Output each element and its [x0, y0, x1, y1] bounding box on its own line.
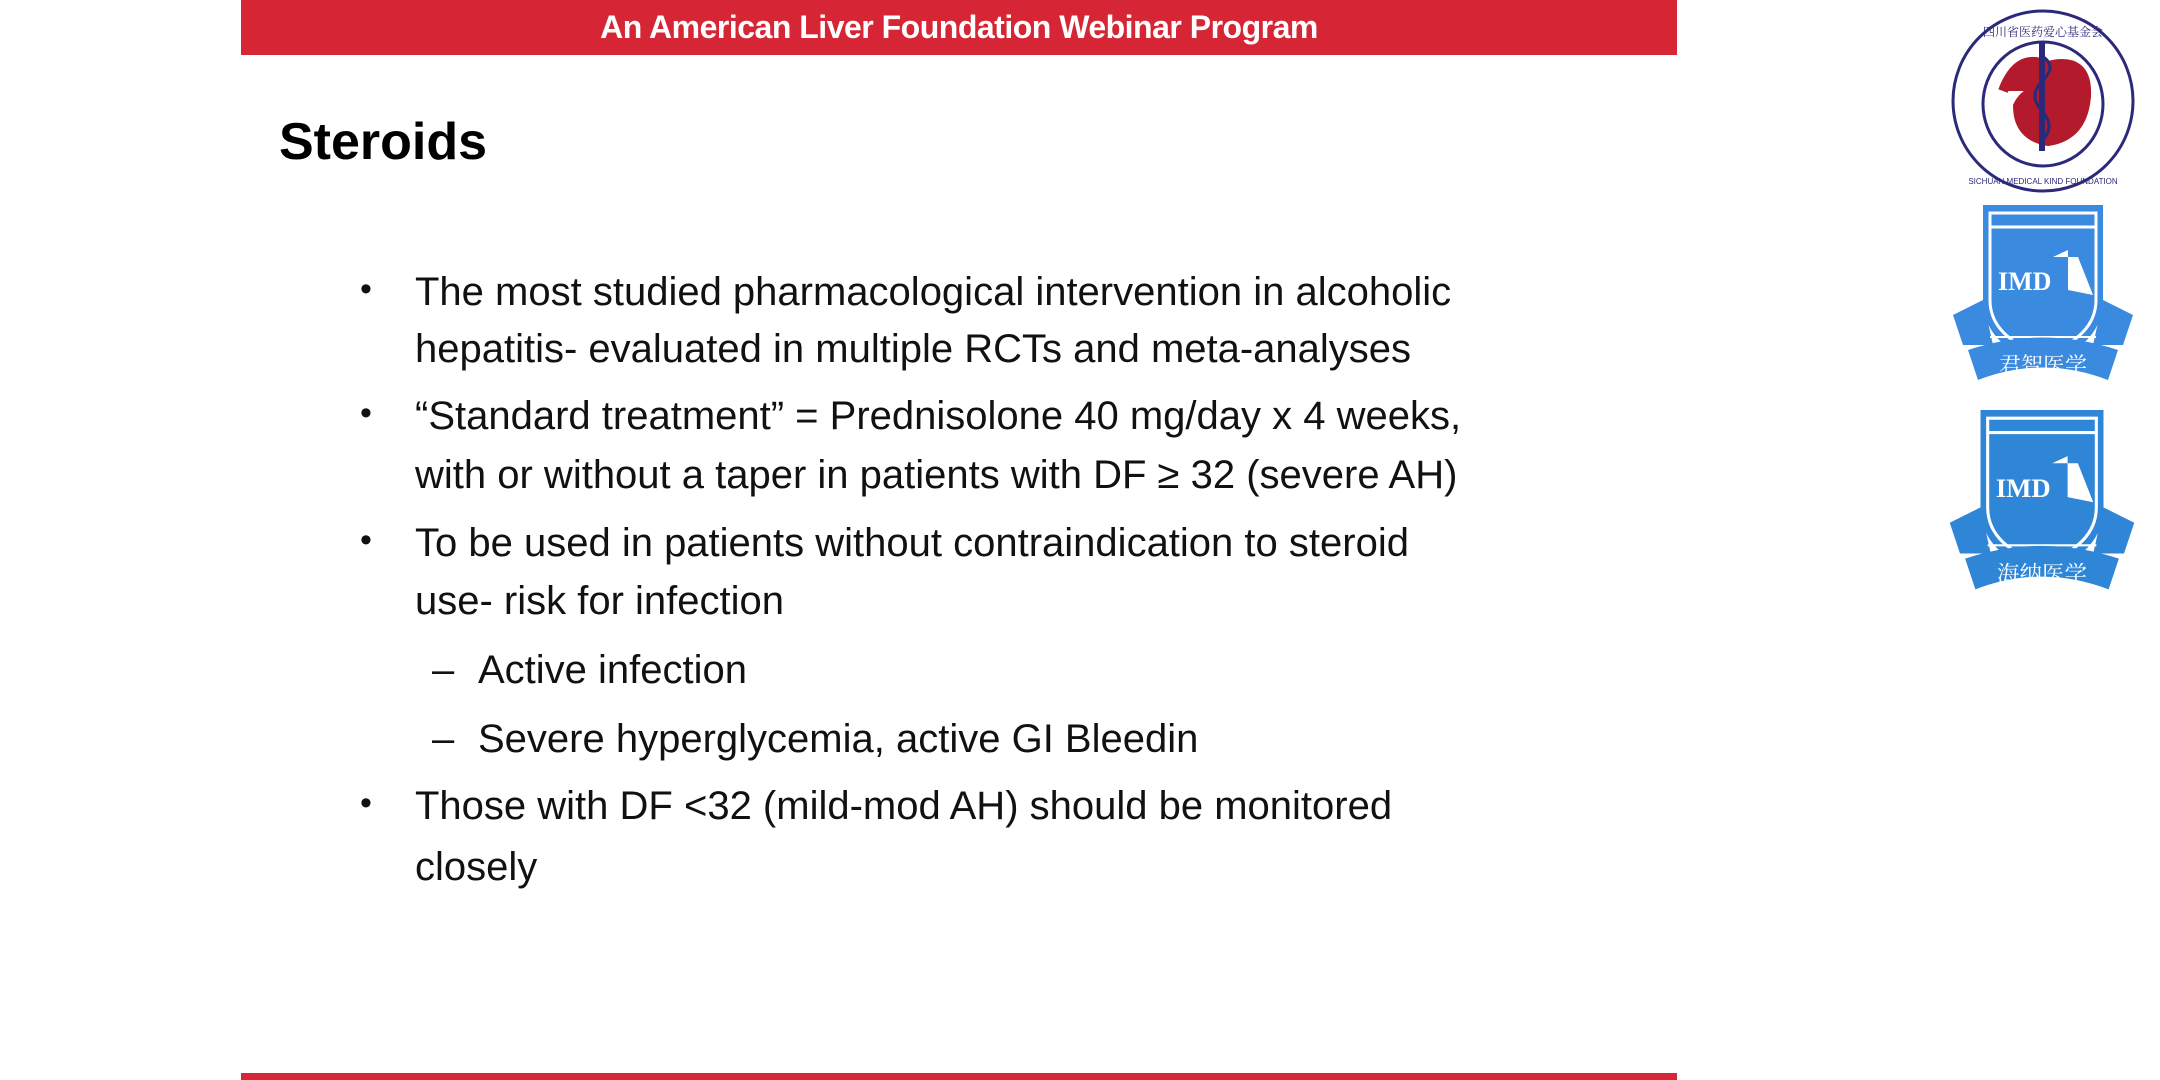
bullet-dot: • [360, 270, 372, 308]
sub-bullet-1: Active infection [478, 648, 748, 692]
bullet-2-line-1: “Standard treatment” = Prednisolone 40 mg/day x 4 weeks, [415, 394, 1462, 438]
bullet-3-line-2: use- risk for infection [415, 579, 785, 623]
bullet-3-line-1: To be used in patients without contraindication to steroid [415, 521, 1409, 565]
bullet-4-line-1: Those with DF <32 (mild-mod AH) should be monitored [415, 784, 1393, 828]
bullet-dot: • [360, 521, 372, 559]
imd-haina-logo [1934, 410, 2150, 615]
imd-cn-text: 君智医学 [1998, 353, 2088, 378]
bullet-dot: • [360, 394, 372, 432]
sichuan-en-text: SICHUAN MEDICAL KIND FOUNDATION [1968, 177, 2118, 186]
imd-mark: IMD [1995, 473, 2051, 504]
bullet-dot: • [360, 784, 372, 822]
imd-mark: IMD [1998, 267, 2052, 296]
sub-bullet-2: Severe hyperglycemia, active GI Bleedin [478, 717, 1199, 761]
slide-title: Steroids [279, 113, 488, 171]
bullet-1-line-1: The most studied pharmacological intervention in alcoholic [415, 270, 1452, 314]
sichuan-foundation-logo [1948, 6, 2138, 196]
footer-bar [241, 1073, 1677, 1080]
sichuan-cn-text: 四川省医药爱心基金会 [1982, 25, 2104, 39]
bullet-4-line-2: closely [415, 845, 538, 889]
sub-dash: – [432, 648, 455, 692]
bullet-2-line-2: with or without a taper in patients with DF ≥ 32 (severe AH) [415, 453, 1458, 497]
imd-junzhi-logo [1938, 205, 2148, 405]
banner-text: An American Liver Foundation Webinar Program [600, 9, 1318, 45]
sub-dash: – [432, 717, 455, 761]
webinar-banner [241, 0, 1677, 55]
bullet-1-line-2: hepatitis- evaluated in multiple RCTs and meta-analyses [415, 327, 1412, 371]
imd-cn-text: 海纳医学 [1996, 562, 2088, 588]
